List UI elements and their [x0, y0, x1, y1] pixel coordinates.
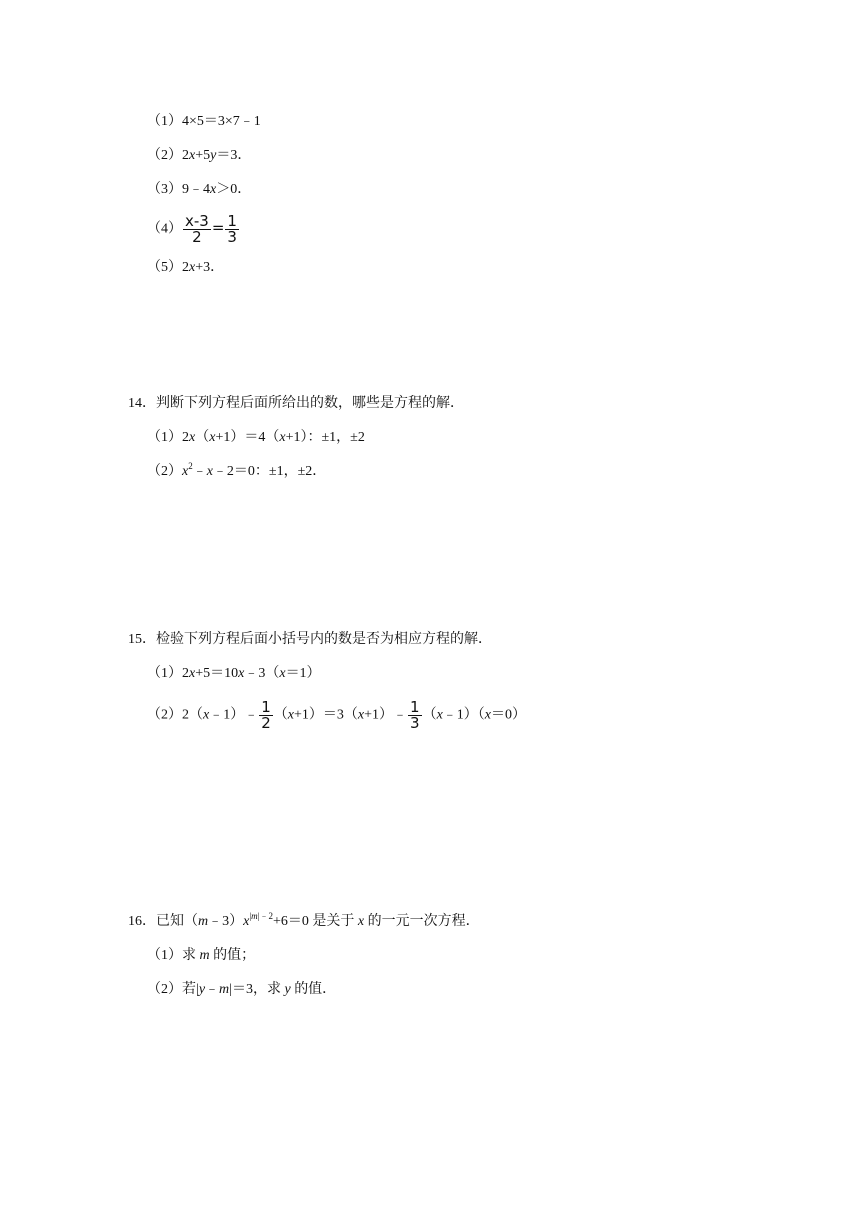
q15-item-2: （2）2（x﹣1）﹣ $\frac{1}{2}$ （x+1）＝3（x+1）﹣ $\frac{1}{3}$ （x﹣1）（x＝0） — [147, 698, 526, 732]
q13-item-5: （5）2x+3． — [147, 260, 225, 275]
q14-item-2: $(2)x^2﹣x﹣2=0$：±1，±2． — [147, 461, 327, 479]
q14-title: 14．判断下列方程后面所给出的数，哪些是方程的解． — [128, 396, 464, 411]
fraction-one-half: $\frac{1}{2}$ — [261, 698, 271, 732]
fraction-one-third: $\frac{1}{3}$ — [410, 698, 420, 732]
q13-item-2: （2）2x+5y＝3． — [147, 148, 252, 163]
q15-title: 15．检验下列方程后面小括号内的数是否为相应方程的解． — [128, 632, 492, 647]
q13-item-4: （4） $\frac{x-3}{2}$ = $\frac{1}{3}$ — [147, 212, 237, 246]
q15-item-1: （1）2x+5＝10x﹣3（x＝1） — [147, 666, 321, 681]
q13-item-3: （3）9﹣4x＞0． — [147, 182, 252, 197]
q13-item-1: （1）4×5＝3×7﹣1 — [147, 114, 261, 129]
fraction-one-third: $\frac{1}{3}$ — [227, 212, 237, 246]
q14-item-1: （1）2x（x+1）＝4（x+1）：±1，±2 — [147, 430, 365, 445]
q16-item-2: （2）若|y﹣m|＝3，求 y 的值． — [147, 982, 337, 997]
q16-item-1: （1）求 m 的值； — [147, 948, 256, 963]
fraction-x-minus-3-over-2: $\frac{x-3}{2}$ — [185, 212, 209, 246]
q16-title: 16．已知$(m﹣3)x^{|m|﹣2}+6=0$ 是关于 x 的一元一次方程． — [128, 911, 480, 929]
exponent: |m|﹣2 — [249, 911, 273, 921]
